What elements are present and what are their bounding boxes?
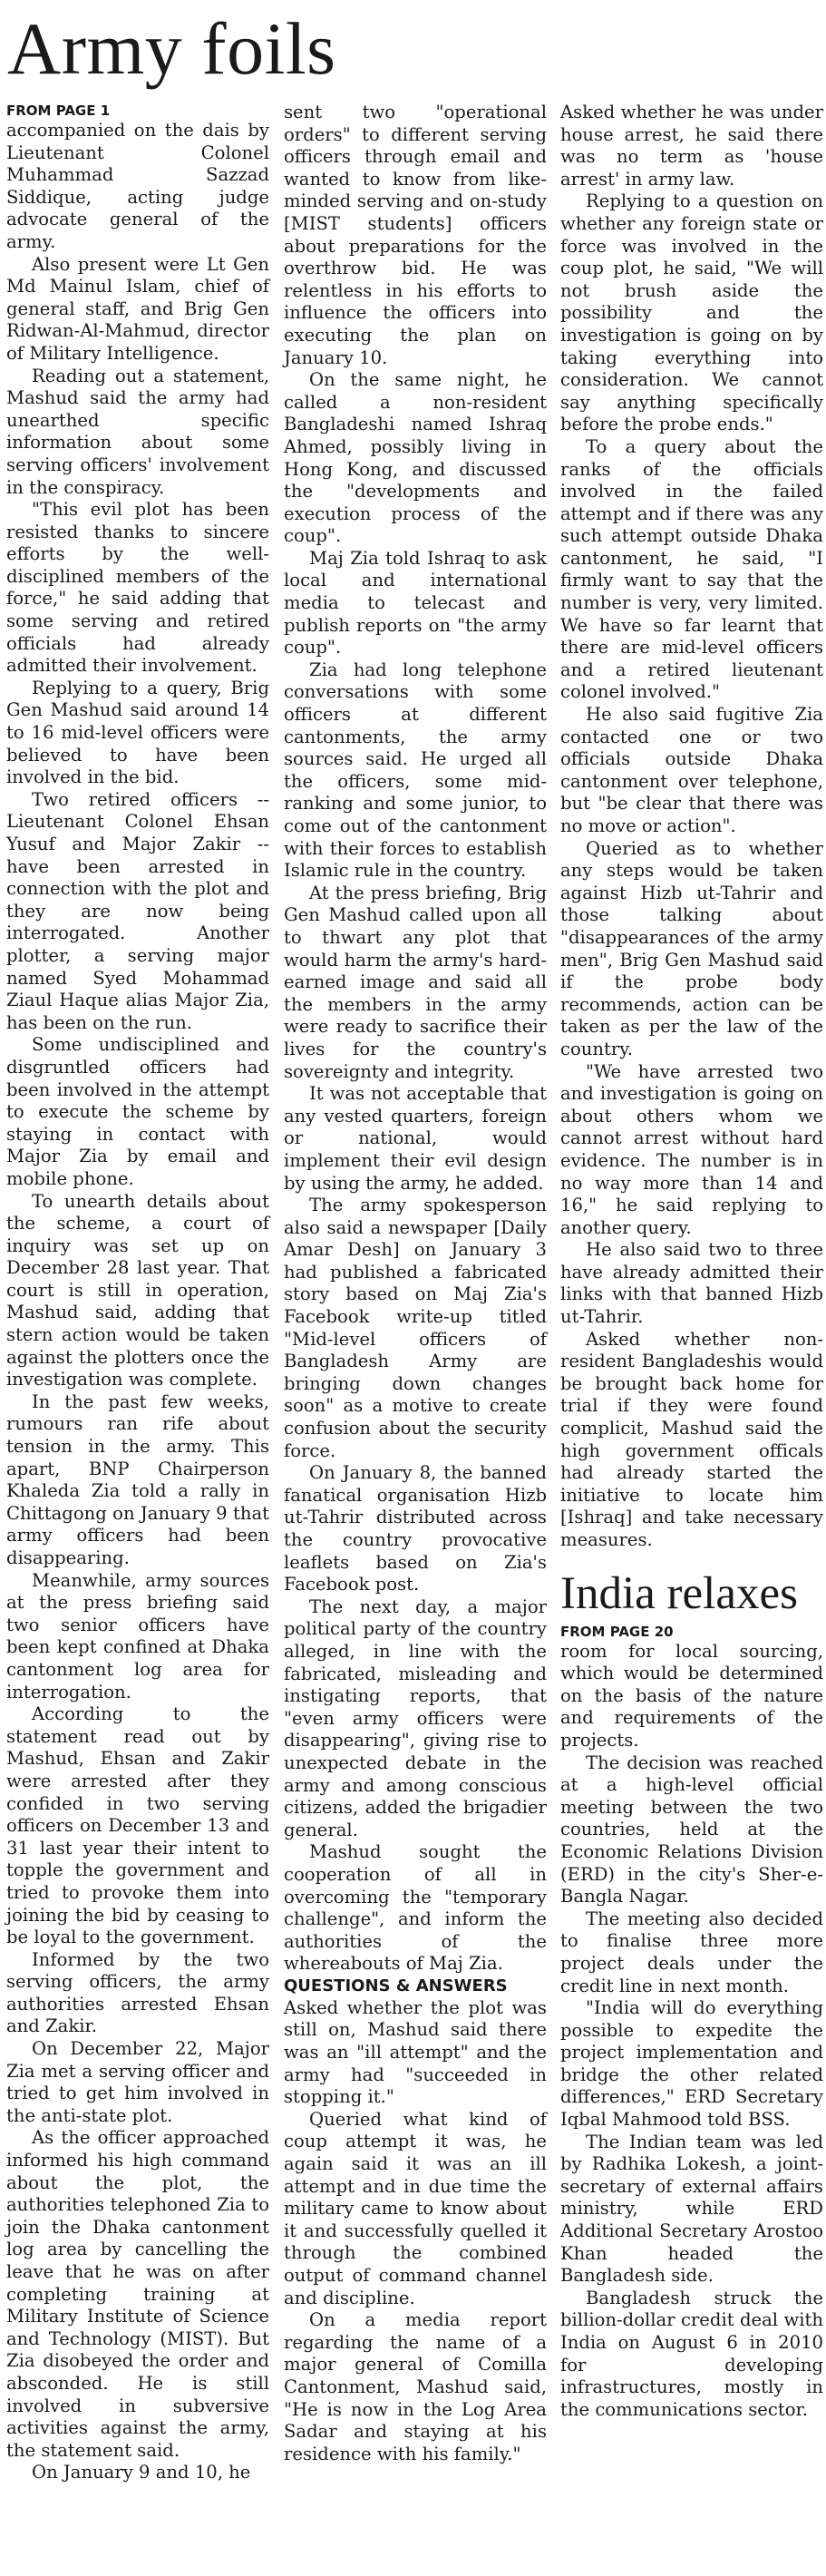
paragraph: "We have arrested two and investigation is going on about others whom we cannot arrest without hard evidence. The number is in no way more than 14 and 16," he said replying to another query.: [560, 1060, 823, 1238]
paragraph: Reading out a statement, Mashud said the army had unearthed specific information about some serving officers' involvement in the conspiracy.: [6, 365, 269, 498]
paragraph: To a query about the ranks of the officials involved in the failed attempt and if there was any such attempt outside Dhaka cantonment, he said, "I firmly want to say that the number is very, very limited. We have so far learnt that there are mid-level officers and a retired lieutenant colonel involved.": [560, 435, 823, 703]
paragraph: Informed by the two serving officers, the army authorities arrested Ehsan and Zakir.: [6, 1948, 269, 2037]
column-1: [6, 102, 269, 2484]
paragraph: Some undisciplined and disgruntled officers had been involved in the attempt to execute the scheme by staying in contact with Major Zia by email and mobile phone.: [6, 1034, 269, 1189]
paragraph: Asked whether non-resident Bangladeshis would be brought back home for trial if they were found complicit, Mashud said the high government officals had already started the initiative to locate him [Ishraq] and take necessary measures.: [560, 1328, 823, 1550]
paragraph: Mashud sought the cooperation of all in overcoming the "temporary challenge", and inform the authorities of the whereabouts of Maj Zia.: [284, 1841, 547, 1975]
paragraph: Also present were Lt Gen Md Mainul Islam, chief of general staff, and Brig Gen Ridwan-Al-Mahmud, director of Military Intelligence.: [6, 253, 269, 364]
headline: Army foils: [7, 7, 336, 90]
paragraph: accompanied on the dais by Lieutenant Colonel Muhammad Sazzad Siddique, acting judge advocate general of the army.: [6, 120, 269, 252]
paragraph: The next day, a major political party of the country alleged, in line with the fabricated, misleading and instigating reports, that "even army officers were disappearing", giving rise to unexpected debate in the army and among conscious citizens, added the brigadier general.: [284, 1595, 547, 1840]
paragraph: Replying to a query, Brig Gen Mashud said around 14 to 16 mid-level officers were believed to have been involved in the bid.: [6, 677, 269, 788]
paragraph: Replying to a question on whether any foreign state or force was involved in the coup plot, he said, "We will not brush aside the possibility and the investigation is going on by taking everything into consideration. We cannot say anything specifically before the probe ends.": [560, 190, 823, 435]
paragraph: Two retired officers -- Lieutenant Colonel Ehsan Yusuf and Major Zakir -- have been arrested in connection with the plot and they are now being interrogated. Another plotter, a serving major named Syed Mohammad Ziaul Haque alias Major Zia, has been on the run.: [6, 788, 269, 1033]
paragraph: Bangladesh struck the billion-dollar credit deal with India on August 6 in 2010 for developing infrastructures, mostly in the communications sector.: [560, 2287, 823, 2420]
paragraph: On December 22, Major Zia met a serving officer and tried to get him involved in the anti-state plot.: [6, 2038, 269, 2126]
paragraph: On January 8, the banned fanatical organisation Hizb ut-Tahrir distributed across the country provocative leaflets based on Zia's Facebook post.: [284, 1462, 547, 1595]
jump-label: FROM PAGE 1: [6, 102, 111, 119]
paragraph: Queried what kind of coup attempt it was, he again said it was an ill attempt and in due time the military came to know about it and successfully quelled it through the combined output of command channel and discipline.: [284, 2108, 547, 2308]
paragraph: Queried as to whether any steps would be taken against Hizb ut-Tahrir and those talking about "disappearances of the army men", Brig Gen Mashud said if the probe body recommends, action can be taken as per the law of the country.: [560, 837, 823, 1059]
paragraph: As the officer approached informed his high command about the plot, the authorities telephoned Zia to join the Dhaka cantonment log area by cancelling the leave that he was on after completing training at Military Institute of Science and Technology (MIST). But Zia disobeyed the order and absconded. He is still involved in subversive activities against the army, the statement said.: [6, 2127, 269, 2461]
column-3: [560, 102, 823, 2421]
paragraph: In the past few weeks, rumours ran rife about tension in the army. This apart, BNP Chairperson Khaleda Zia told a rally in Chittagong on January 9 that army officers had been disappearing.: [6, 1390, 269, 1568]
paragraph: "India will do everything possible to expedite the project implementation and bridge the other related differences," ERD Secretary Iqbal Mahmood told BSS.: [560, 1997, 823, 2131]
paragraph: At the press briefing, Brig Gen Mashud called upon all to thwart any plot that would harm the army's hard-earned image and said all the members in the army were ready to sacrifice their lives for the country's sovereignty and integrity.: [284, 882, 547, 1082]
jump-label: FROM PAGE 20: [560, 1623, 674, 1640]
paragraph: On the same night, he called a non-resident Bangladeshi named Ishraq Ahmed, possibly living in Hong Kong, and discussed the "developments and execution process of the coup".: [284, 369, 547, 547]
paragraph: Maj Zia told Ishraq to ask local and international media to telecast and publish reports on "the army coup".: [284, 547, 547, 659]
paragraph: He also said two to three have already admitted their links with that banned Hizb ut-Tahrir.: [560, 1239, 823, 1328]
paragraph: On January 9 and 10, he: [32, 2462, 251, 2483]
paragraph: The army spokesperson also said a newspaper [Daily Amar Desh] on January 3 had published a fabricated story based on Maj Zia's Facebook write-up titled "Mid-level officers of Bangladesh Army are bringing down changes soon" as a motive to create confusion about the security force.: [284, 1195, 547, 1461]
paragraph: Asked whether he was under house arrest, he said there was no term as 'house arrest' in army law.: [560, 102, 823, 190]
paragraph: room for local sourcing, which would be determined on the basis of the nature and requirements of the projects.: [560, 1640, 823, 1751]
paragraph: Meanwhile, army sources at the press briefing said two senior officers have been kept confined at Dhaka cantonment log area for interrogation.: [6, 1569, 269, 1703]
column-2: [284, 102, 547, 2465]
paragraph: To unearth details about the scheme, a court of inquiry was set up on December 28 last year. That court is still in operation, Mashud said, adding that stern action would be taken against the plotters once the investigation was complete.: [6, 1190, 269, 1390]
paragraph: Asked whether the plot was still on, Mashud said there was an "ill attempt" and the army had "succeeded in stopping it.": [284, 1996, 547, 2108]
paragraph: The Indian team was led by Radhika Lokesh, a joint-secretary of external affairs ministry, while ERD Additional Secretary Arostoo Khan headed the Bangladesh side.: [560, 2131, 823, 2287]
paragraph: The decision was reached at a high-level official meeting between the two countries, held at the Economic Relations Division (ERD) in the city's Sher-e-Bangla Nagar.: [560, 1751, 823, 1908]
paragraph: sent two "operational orders" to different serving officers through email and wanted to know from like-minded serving and on-study [MIST students] officers about preparations for the overthrow bid. He was relentless in his efforts to influence the officers into executing the plan on January 10.: [284, 102, 547, 368]
paragraph: "This evil plot has been resisted thanks to sincere efforts by the well-disciplined members of the force," he said adding that some serving and retired officials had already admitted their involvement.: [6, 499, 269, 677]
paragraph: He also said fugitive Zia contacted one or two officials outside Dhaka cantonment over telephone, but "be clear that there was no move or action".: [560, 704, 823, 836]
subheading-questions-answers: QUESTIONS & ANSWERS: [284, 1976, 508, 1995]
paragraph: The meeting also decided to finalise three more project deals under the credit line in next month.: [560, 1908, 823, 1996]
paragraph: It was not acceptable that any vested quarters, foreign or national, would implement their evil design by using the army, he added.: [284, 1083, 547, 1194]
paragraph: On a media report regarding the name of a major general of Comilla Cantonment, Mashud said, "He is now in the Log Area Sadar and staying at his residence with his family.": [284, 2309, 547, 2464]
paragraph: According to the statement read out by Mashud, Ehsan and Zakir were arrested after they confided in two serving officers on December 13 and 31 last year their intent to topple the government and tried to provoke them into joining the bid by ceasing to be loyal to the government.: [6, 1703, 269, 1948]
headline-india-relaxes: India relaxes: [560, 1567, 798, 1619]
paragraph: Zia had long telephone conversations with some officers at different cantonments, the army sources said. He urged all the officers, some mid-ranking and some junior, to come out of the cantonment with their forces to establish Islamic rule in the country.: [284, 659, 547, 882]
